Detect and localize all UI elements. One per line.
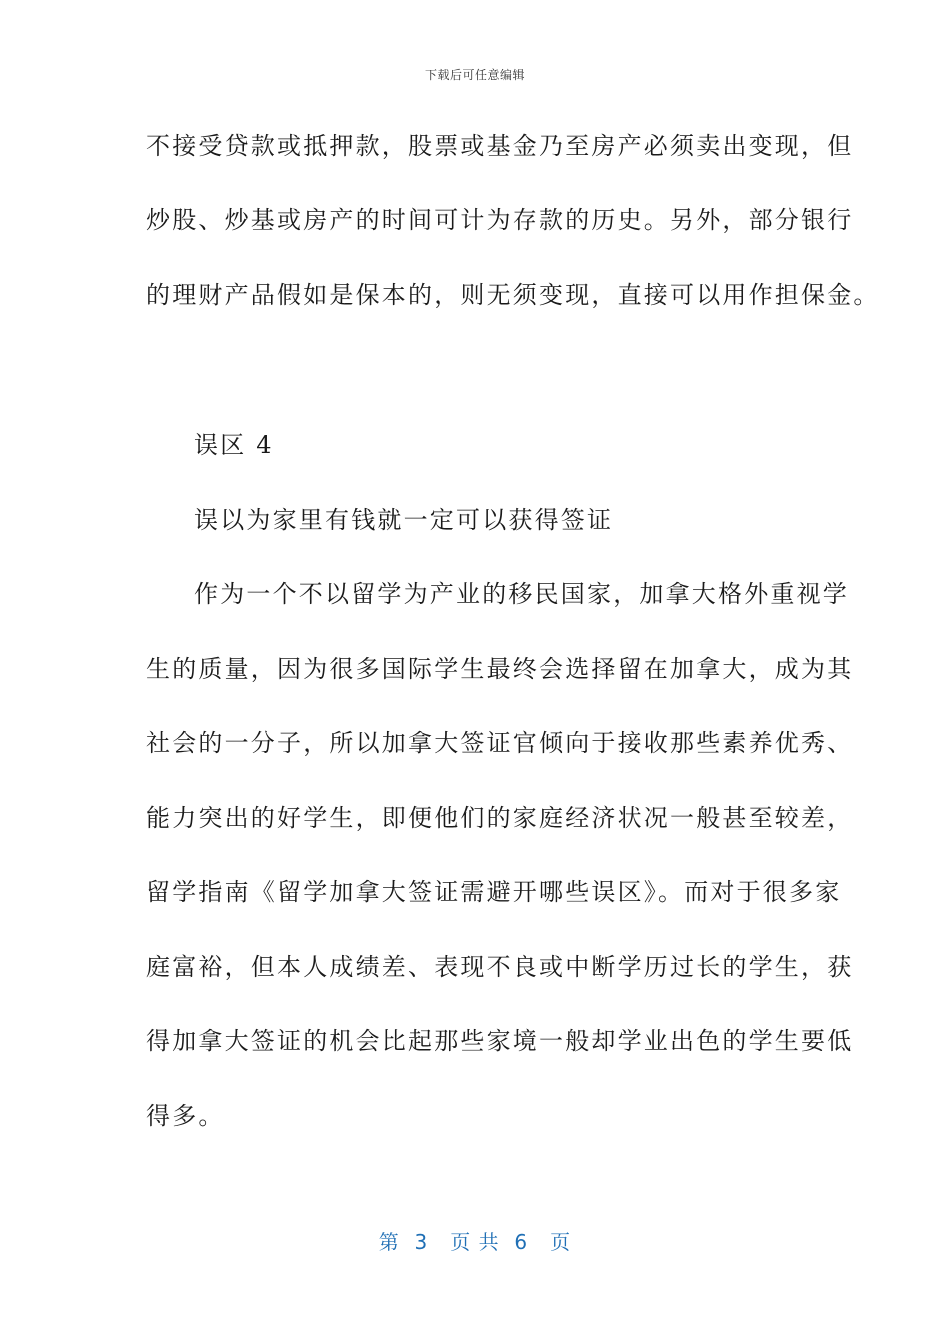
section-subheading: 误以为家里有钱就一定可以获得签证 bbox=[194, 506, 614, 534]
page-number-footer: 第 3 页 共 6 页 bbox=[378, 1230, 572, 1254]
body-line: 不接受贷款或抵押款，股票或基金乃至房产必须卖出变现，但 bbox=[146, 132, 854, 160]
body-line: 生的质量，因为很多国际学生最终会选择留在加拿大，成为其 bbox=[146, 655, 854, 683]
body-line: 庭富裕，但本人成绩差、表现不良或中断学历过长的学生，获 bbox=[146, 953, 854, 981]
body-line: 得多。 bbox=[146, 1102, 225, 1130]
page-header: 下载后可任意编辑 bbox=[424, 68, 525, 82]
body-line: 得加拿大签证的机会比起那些家境一般却学业出色的学生要低 bbox=[146, 1027, 854, 1055]
body-line: 社会的一分子，所以加拿大签证官倾向于接收那些素养优秀、 bbox=[146, 729, 854, 757]
body-line: 能力突出的好学生，即便他们的家庭经济状况一般甚至较差， bbox=[146, 804, 854, 832]
section-heading: 误区 4 bbox=[194, 431, 274, 459]
body-line: 留学指南《留学加拿大签证需避开哪些误区》。而对于很多家 bbox=[146, 878, 842, 906]
body-line: 的理财产品假如是保本的，则无须变现，直接可以用作担保金。 bbox=[146, 281, 880, 309]
body-line: 炒股、炒基或房产的时间可计为存款的历史。另外，部分银行 bbox=[146, 206, 854, 234]
body-line: 作为一个不以留学为产业的移民国家，加拿大格外重视学 bbox=[194, 580, 849, 608]
